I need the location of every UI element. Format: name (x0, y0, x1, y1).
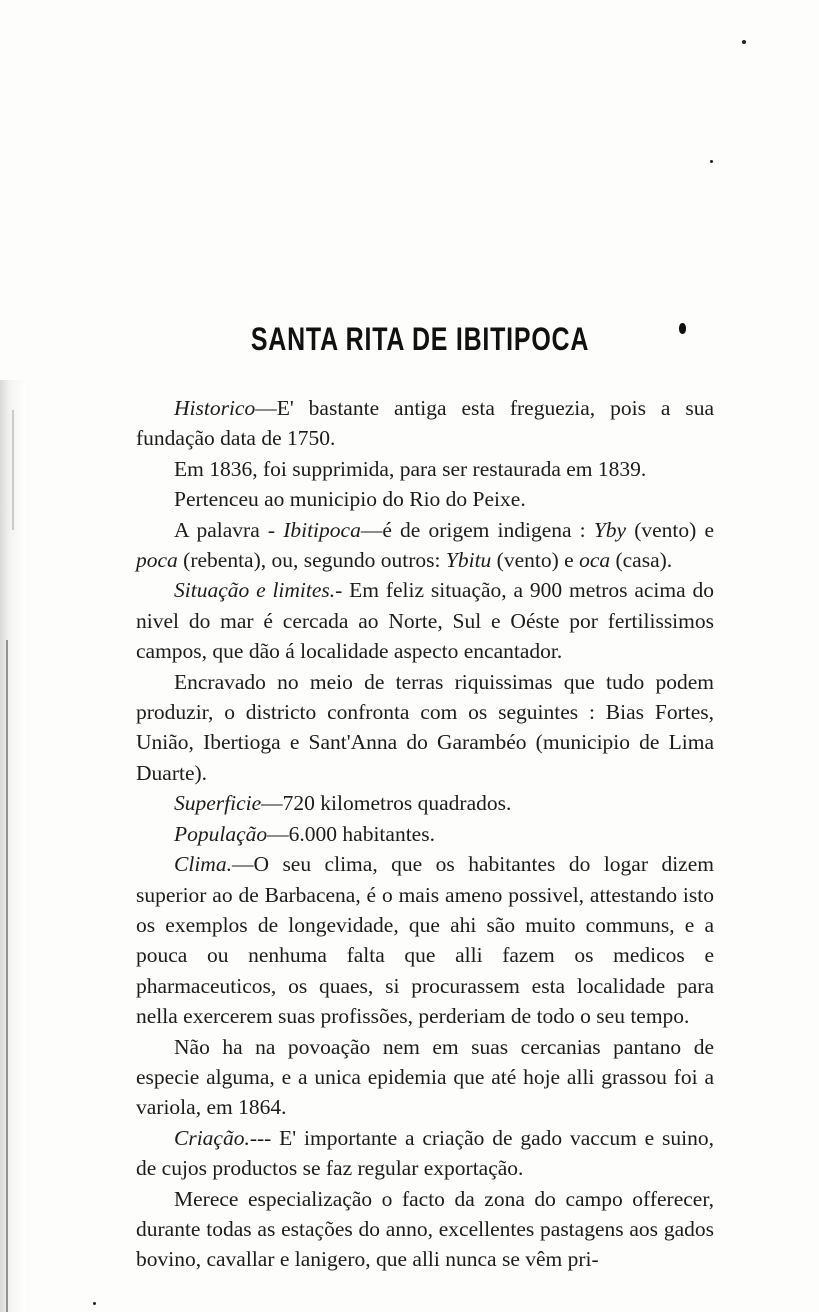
print-speck (93, 1302, 96, 1305)
section-lead: Superficie (174, 791, 262, 816)
title-ink-dot (679, 323, 686, 334)
print-speck (710, 160, 713, 163)
term: Ybitu (445, 548, 492, 573)
section-lead: Clima. (174, 852, 232, 877)
binding-shadow (6, 640, 8, 1312)
paragraph-text: --- E' importante a criação de gado vaccum e suino, de cujos productos se faz regular exportação. (136, 1125, 714, 1181)
section-lead: Historico (174, 396, 256, 420)
page-title: SANTA RITA DE IBITIPOCA (250, 321, 590, 358)
term: poca (136, 548, 178, 573)
paragraph-text: —720 kilometros quadrados. (261, 791, 512, 816)
paragraph-populacao (136, 819, 714, 849)
paragraph-text: (rebenta), ou, segundo outros: (177, 548, 446, 573)
paragraph-text: —O seu clima, que os habitantes do logar dizem superior ao de Barbacena, é o mais ameno possivel, attestando isto os exemplos de longevidade, que ahi são muito communs, e a pouca ou nenhuma falta que alli fazem os medicos e pharmaceuticos, os quaes, si procurassem esta localidade para nella exercerem suas profissões, perderiam de todo o seu tempo. (136, 852, 714, 1029)
paragraph-superficie (136, 788, 714, 818)
paragraph-text: (casa). (610, 548, 673, 573)
term: oca (579, 548, 611, 573)
paragraph (136, 1032, 714, 1123)
paragraph-text: Encravado no meio de terras riquissimas que tudo podem produzir, o districto confronta com os seguintes : Bias Fortes, União, Ibertioga e Sant'Anna do Garambéo (municipio de Lima Duarte). (136, 669, 714, 785)
paragraph-text: Não ha na povoação nem em suas cercanias pantano de especie alguma, e a unica epidemia que até hoje alli grassou foi a variola, em 1864. (136, 1034, 714, 1120)
paragraph-text: —6.000 habitantes. (267, 821, 435, 846)
section-lead: Criação. (174, 1125, 250, 1150)
paragraph-text: - Em feliz situação, a 900 metros acima do nivel do mar é cercada ao Norte, Sul e Oéste por fertilissimos campos, que dão á localidade aspecto encantador. (136, 578, 714, 664)
paragraph-text: Pertenceu ao municipio do Rio do Peixe. (174, 487, 526, 512)
term: Ibitipoca (283, 517, 361, 542)
paragraph (136, 1184, 714, 1275)
paragraph (136, 454, 714, 484)
paragraph-historico (136, 393, 714, 454)
paragraph-clima (136, 849, 714, 1031)
paragraph-situacao (136, 575, 714, 666)
term: Yby (593, 517, 627, 542)
paragraph-text: (vento) e (626, 517, 714, 542)
paragraph-criacao (136, 1123, 714, 1184)
paragraph-text: A palavra - (174, 517, 284, 542)
section-lead: População (174, 821, 268, 846)
paragraph-text: Merece especialização o facto da zona do campo offerecer, durante todas as estações do anno, excellentes pastagens aos gados bovino, cavallar e lanigero, que alli nunca se vêm pri- (136, 1186, 714, 1272)
paragraph-text: —E' bastante antiga esta freguezia, pois a sua fundação data de 1750. (136, 396, 714, 451)
paragraph-text: Em 1836, foi supprimida, para ser restaurada em 1839. (174, 456, 647, 481)
paragraph (136, 667, 714, 789)
binding-shadow (12, 410, 14, 530)
print-speck (742, 40, 746, 44)
paragraph (136, 484, 714, 514)
article-body (136, 393, 714, 1275)
section-lead: Situação e limites. (174, 578, 336, 603)
paragraph-text: —é de origem indigena : (360, 517, 594, 542)
paragraph-text: (vento) e (491, 548, 580, 573)
paragraph-etymology (136, 515, 714, 576)
